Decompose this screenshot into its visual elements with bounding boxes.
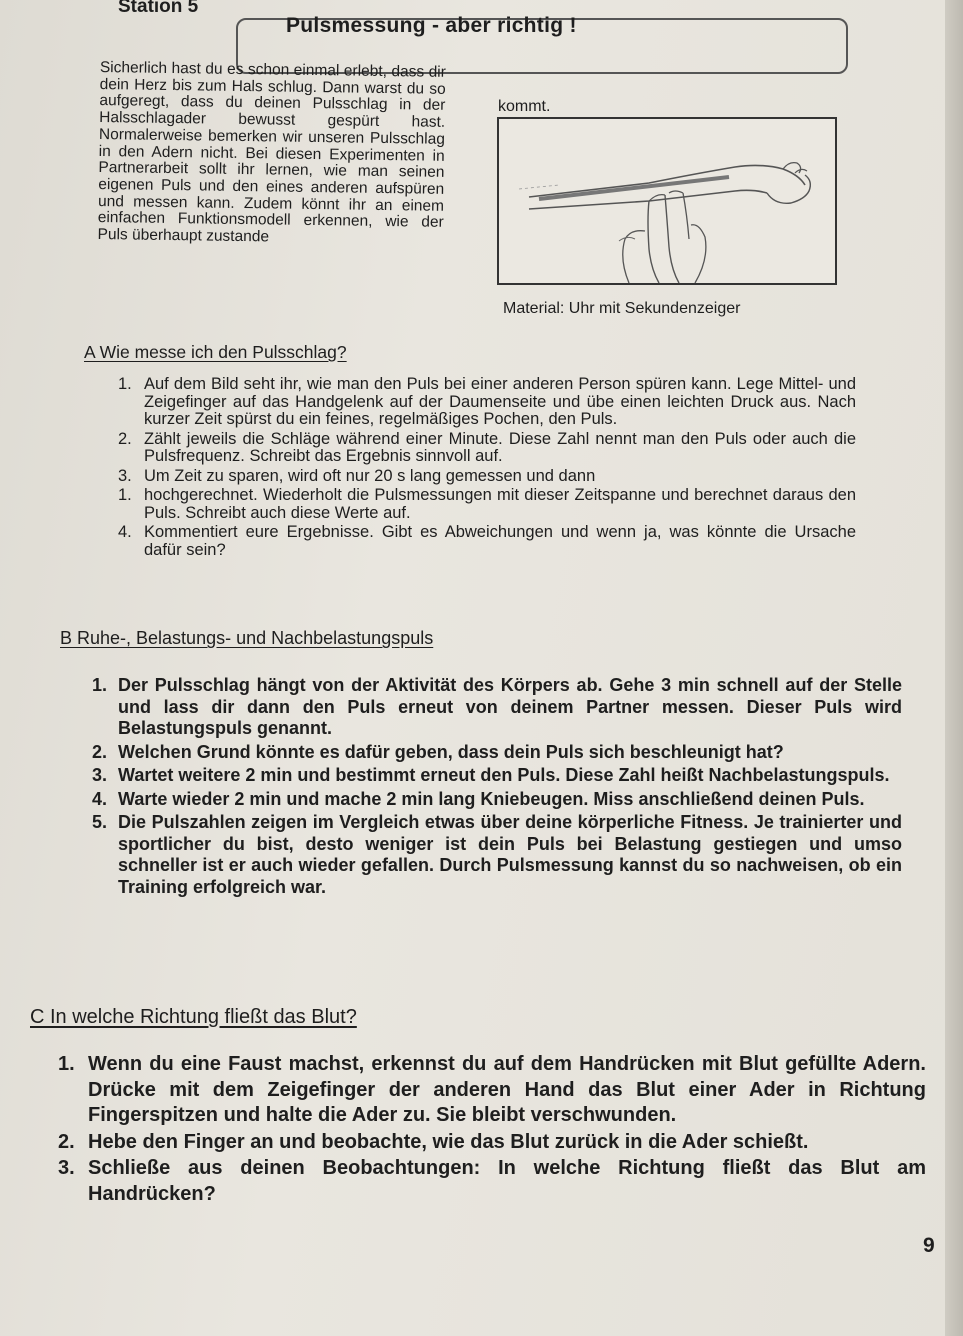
item-number: 4. <box>92 788 108 809</box>
intro-text: Sicherlich hast du es schon einmal erlebt, dass dir dein Herz bis zum Hals schlug. Dann warst du so aufgeregt, dass du deinen Pulsschlag in der Halsschlagader bewusst gespürt hast. Normalerweise bemerken wir unseren Pulsschlag in den Adern nicht. Bei diesen Experimenten in Partnerarbeit sollt ihr lernen, wie man seinen eigenen Puls und den eines anderen aufspüren und messen kann. Zudem könnt ihr an einem einfachen Funktionsmodell erkennen, wie der Puls überhaupt zustande <box>97 59 446 246</box>
item-number: 2. <box>118 429 132 448</box>
item-number: 1. <box>118 486 132 504</box>
list-item <box>118 376 856 429</box>
section-c-heading: C In welche Richtung fließt das Blut? <box>30 1006 357 1028</box>
list-item <box>118 524 856 559</box>
page-title: Pulsmessung - aber richtig ! <box>286 14 577 37</box>
list-item <box>118 468 856 486</box>
item-number: 3. <box>92 765 108 785</box>
item-text: Der Pulsschlag hängt von der Aktivität des Körpers ab. Gehe 3 min schnell auf der Stelle und lass dir dann den Puls erneut von deinem Partner messen. Dieser Puls wird Belastungspuls genannt. <box>118 675 902 738</box>
item-text: Welchen Grund könnte es dafür geben, dass dein Puls sich beschleunigt hat? <box>118 741 784 762</box>
item-number: 2. <box>58 1130 75 1153</box>
list-item <box>118 431 856 466</box>
intro-paragraph <box>97 60 446 249</box>
item-text: Wartet weitere 2 min und bestimmt erneut den Puls. Diese Zahl heißt Nachbelastungspuls. <box>118 765 890 785</box>
item-text: Wenn du eine Faust machst, erkennst du auf dem Handrücken mit Blut gefüllte Adern. Drücke mit dem Zeigefinger der anderen Hand das Blut einer Ader in Richtung Fingerspitzen und halte die Ader zu. Sie bleibt verschwunden. <box>88 1053 926 1126</box>
page-number: 9 <box>923 1234 935 1257</box>
item-text: Schließe aus deinen Beobachtungen: In welche Richtung fließt das Blut am Handrücken? <box>88 1157 926 1205</box>
item-number: 3. <box>58 1157 75 1179</box>
intro-continuation: kommt. <box>498 98 551 115</box>
station-label: Station 5 <box>118 0 199 17</box>
item-text: Warte wieder 2 min und mache 2 min lang Kniebeugen. Miss anschließend deinen Puls. <box>118 788 865 809</box>
item-number: 3. <box>118 466 132 485</box>
item-number: 5. <box>92 812 108 832</box>
section-c-list <box>58 1052 926 1208</box>
item-number: 2. <box>92 741 108 762</box>
item-text: hochgerechnet. Wiederholt die Pulsmessungen mit dieser Zeitspanne und berechnet daraus den Puls. Schreibt auch diese Werte auf. <box>144 486 856 522</box>
section-b-heading: B Ruhe-, Belastungs- und Nachbelastungspuls <box>60 628 434 648</box>
list-item <box>58 1052 926 1129</box>
list-item <box>92 765 902 787</box>
item-number: 1. <box>92 675 108 695</box>
pulse-figure <box>497 117 837 285</box>
material-note: Material: Uhr mit Sekundenzeiger <box>503 300 741 317</box>
list-item <box>92 742 902 764</box>
list-item <box>92 675 902 740</box>
list-item <box>118 487 856 522</box>
list-item <box>92 789 902 811</box>
item-text: Kommentiert eure Ergebnisse. Gibt es Abweichungen und wenn ja, was könnte die Ursache dafür sein? <box>144 523 856 559</box>
section-a-list <box>118 376 856 561</box>
item-text: Zählt jeweils die Schläge während einer Minute. Diese Zahl nennt man den Puls oder auch die Pulsfrequenz. Schreibt das Ergebnis sinnvoll auf. <box>144 429 856 465</box>
section-a-heading: A Wie messe ich den Pulsschlag? <box>84 342 347 362</box>
item-text: Die Pulszahlen zeigen im Vergleich etwas über deine körperliche Fitness. Je trainierter und sportlicher du bist, desto weniger ist dein Puls bei Belastung gestiegen und umso schneller ist er auch wieder gefallen. Durch Pulsmessung kannst du so nachweisen, ob ein Training erfolgreich war. <box>118 812 902 897</box>
page-edge-shadow <box>945 0 963 1336</box>
item-number: 1. <box>118 375 132 393</box>
hand-pulse-illustration <box>499 119 835 283</box>
item-text: Um Zeit zu sparen, wird oft nur 20 s lang gemessen und dann <box>144 466 596 485</box>
item-text: Auf dem Bild seht ihr, wie man den Puls bei einer anderen Person spüren kann. Lege Mittel- und Zeigefinger auf das Handgelenk auf der Daumenseite und übe einen leichten Druck aus. Nach kurzer Zeit spürst du ein feines, regelmäßiges Pochen, den Puls. <box>144 375 856 428</box>
item-number: 4. <box>118 523 132 541</box>
item-text: Hebe den Finger an und beobachte, wie das Blut zurück in die Ader schießt. <box>88 1130 809 1153</box>
section-b-list <box>92 675 902 900</box>
list-item <box>92 812 902 898</box>
list-item <box>58 1156 926 1207</box>
item-number: 1. <box>58 1053 75 1075</box>
list-item <box>58 1130 926 1156</box>
